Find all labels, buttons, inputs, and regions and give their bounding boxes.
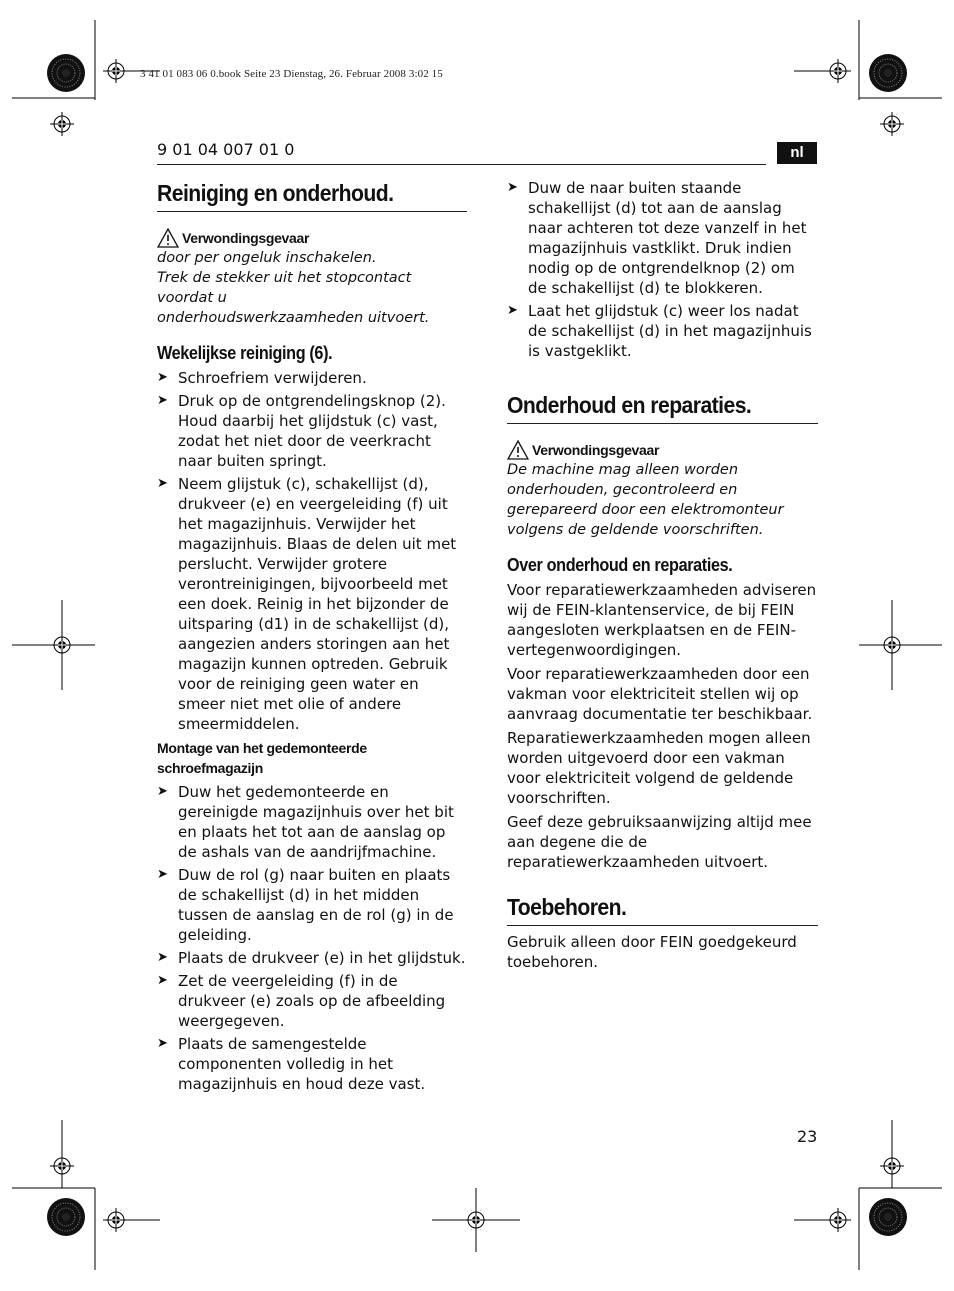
document-number: 9 01 04 007 01 0 xyxy=(157,140,295,159)
arrow-bullet-icon: ➤ xyxy=(507,180,518,195)
paragraph: Geef deze gebruiksaanwijzing altijd mee aan degene die de reparatiewerkzaamheden uitvoert. xyxy=(507,813,812,871)
list-item: ➤ Druk op de ontgrendelingsknop (2). Houd daarbij het glijdstuk (c) vast, zodat het niet door de veerkracht naar buiten springt. xyxy=(157,392,446,470)
paragraph: Voor reparatiewerkzaamheden adviseren wij de FEIN-klantenservice, de bij FEIN aangesloten werkplaatsen en de FEIN-vertegenwoordigingen. xyxy=(507,581,817,659)
page-number: 23 xyxy=(797,1127,818,1146)
paragraph: Reparatiewerkzaamheden mogen alleen worden uitgevoerd door een vakman voor elektriciteit volgend de geldende voorschriften. xyxy=(507,729,811,807)
warning-label: Verwondingsgevaar xyxy=(532,442,660,458)
arrow-bullet-icon: ➤ xyxy=(157,476,168,491)
about-maintenance-title: Over onderhoud en reparaties. xyxy=(507,555,733,575)
warning-text: De machine mag alleen worden onderhouden, gecontroleerd en gerepareerd door een elektromonteur volgens de geldende voorschriften. xyxy=(507,462,784,538)
warning-label: Verwondingsgevaar xyxy=(182,230,310,246)
warning-heading xyxy=(157,226,467,248)
list-item: ➤ Plaats de samengestelde componenten volledig in het magazijnhuis en houd deze vast. xyxy=(157,1035,426,1093)
print-info-line: 3 41 01 083 06 0.book Seite 23 Dienstag, 26. Februar 2008 3:02 15 xyxy=(140,68,443,80)
weekly-cleaning-list xyxy=(157,368,467,734)
list-item: ➤ Laat het glijdstuk (c) weer los nadat de schakellijst (d) in het magazijnhuis is vastgeklikt. xyxy=(507,302,812,360)
weekly-cleaning-title: Wekelijkse reiniging (6). xyxy=(157,343,333,363)
section-title-maintenance: Onderhoud en reparaties. xyxy=(507,392,752,418)
accessories-text: Gebruik alleen door FEIN goedgekeurd toebehoren. xyxy=(507,933,797,971)
warning-heading xyxy=(507,438,818,460)
list-item: ➤ Duw het gedemonteerde en gereinigde magazijnhuis over het bit en plaats het tot aan de aanslag op de ashals van de aandrijfmachine. xyxy=(157,783,454,861)
arrow-bullet-icon: ➤ xyxy=(157,973,168,988)
assembly-title: Montage van het gedemonteerde schroefmagazijn xyxy=(157,740,367,776)
list-item: ➤ Duw de rol (g) naar buiten en plaats de schakellijst (d) in het midden tussen de aanslag en de rol (g) in de geleiding. xyxy=(157,866,454,944)
continued-assembly-list xyxy=(507,178,818,361)
arrow-bullet-icon: ➤ xyxy=(157,1036,168,1051)
warning-triangle-icon xyxy=(507,440,529,460)
warning-triangle-icon xyxy=(157,228,179,248)
language-badge: nl xyxy=(777,142,817,164)
section-title-cleaning: Reiniging en onderhoud. xyxy=(157,180,394,206)
left-column xyxy=(157,178,467,1097)
warning-text: door per ongeluk inschakelen. Trek de stekker uit het stopcontact voordat u onderhoudswerkzaamheden uitvoert. xyxy=(157,250,430,326)
arrow-bullet-icon: ➤ xyxy=(507,303,518,318)
list-item: ➤ Duw de naar buiten staande schakellijst (d) tot aan de aanslag naar achteren tot deze vanzelf in het magazijnhuis vastklikt. Druk indien nodig op de ontgrendelknop (2) om de schakellijst (d) te blokkeren. xyxy=(507,179,807,297)
right-column xyxy=(507,178,818,976)
paragraph: Voor reparatiewerkzaamheden door een vakman voor elektriciteit stellen wij op aanvraag documentatie ter beschikbaar. xyxy=(507,665,813,723)
list-item: ➤ Schroefriem verwijderen. xyxy=(157,369,367,387)
list-item: ➤ Plaats de drukveer (e) in het glijdstuk. xyxy=(157,949,466,967)
list-item: ➤ Zet de veergeleiding (f) in de drukveer (e) zoals op de afbeelding weergegeven. xyxy=(157,972,446,1030)
assembly-list xyxy=(157,782,467,1094)
arrow-bullet-icon: ➤ xyxy=(157,393,168,408)
arrow-bullet-icon: ➤ xyxy=(157,370,168,385)
arrow-bullet-icon: ➤ xyxy=(157,950,168,965)
header-rule xyxy=(157,164,766,165)
arrow-bullet-icon: ➤ xyxy=(157,867,168,882)
list-item: ➤ Neem glijstuk (c), schakellijst (d), drukveer (e) en veergeleiding (f) uit het magazijnhuis. Verwijder het magazijnhuis. Blaas de delen uit met perslucht. Verwijder grotere verontreinigingen, bijvoorbeeld met een doek. Reinig in het bijzonder de uitsparing (d1) in de schakellijst (d), aangezien anders storingen aan het magazijn kunnen optreden. Gebruik voor de reiniging geen water en smeer niet met olie of andere smeermiddelen. xyxy=(157,475,457,733)
section-title-accessories: Toebehoren. xyxy=(507,894,627,920)
arrow-bullet-icon: ➤ xyxy=(157,784,168,799)
